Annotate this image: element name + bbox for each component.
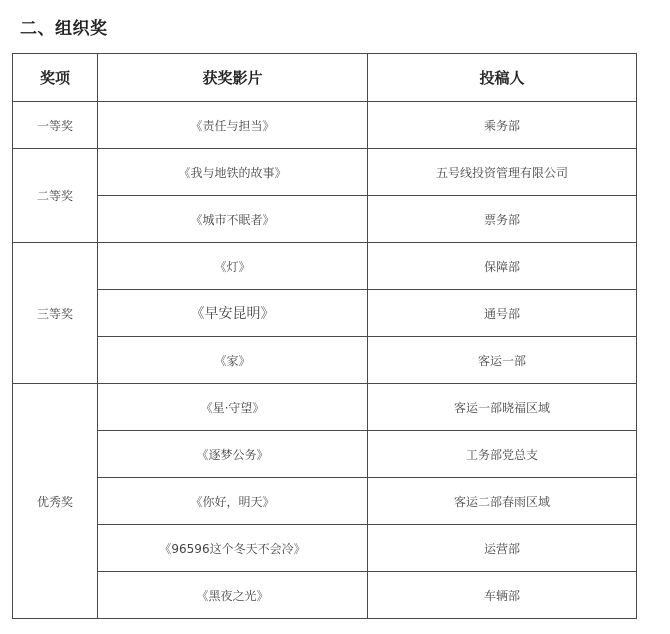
prize-excellence: 优秀奖 — [13, 384, 98, 619]
submitter-cell: 五号线投资管理有限公司 — [368, 149, 637, 196]
table-header-row — [13, 54, 637, 102]
submitter-cell: 运营部 — [368, 525, 637, 572]
table-row — [13, 149, 637, 196]
table-row — [13, 196, 637, 243]
table-row — [13, 337, 637, 384]
film-cell: 《96596这个冬天不会冷》 — [98, 525, 368, 572]
prize-third: 三等奖 — [13, 243, 98, 384]
film-cell: 《灯》 — [98, 243, 368, 290]
table-row — [13, 478, 637, 525]
submitter-cell: 客运一部 — [368, 337, 637, 384]
film-cell: 《家》 — [98, 337, 368, 384]
header-prize: 奖项 — [13, 54, 98, 102]
film-cell: 《责任与担当》 — [98, 102, 368, 149]
awards-table — [12, 53, 637, 619]
table-row — [13, 525, 637, 572]
submitter-cell: 票务部 — [368, 196, 637, 243]
submitter-cell: 乘务部 — [368, 102, 637, 149]
film-cell: 《黑夜之光》 — [98, 572, 368, 619]
header-submitter: 投稿人 — [368, 54, 637, 102]
submitter-cell: 通号部 — [368, 290, 637, 337]
table-row — [13, 431, 637, 478]
submitter-cell: 工务部党总支 — [368, 431, 637, 478]
table-row — [13, 243, 637, 290]
film-cell: 《星·守望》 — [98, 384, 368, 431]
submitter-cell: 保障部 — [368, 243, 637, 290]
table-row — [13, 384, 637, 431]
section-title: 二、组织奖 — [20, 19, 108, 39]
film-cell: 《你好，明天》 — [98, 478, 368, 525]
submitter-cell: 客运一部晓福区域 — [368, 384, 637, 431]
table-row — [13, 572, 637, 619]
submitter-cell: 车辆部 — [368, 572, 637, 619]
prize-second: 二等奖 — [13, 149, 98, 243]
film-cell: 《城市不眠者》 — [98, 196, 368, 243]
table-row — [13, 290, 637, 337]
header-film: 获奖影片 — [98, 54, 368, 102]
submitter-cell: 客运二部春雨区域 — [368, 478, 637, 525]
film-cell: 《早安昆明》 — [98, 290, 368, 337]
table-row — [13, 102, 637, 149]
film-cell: 《我与地铁的故事》 — [98, 149, 368, 196]
prize-first: 一等奖 — [13, 102, 98, 149]
film-cell: 《逐梦公务》 — [98, 431, 368, 478]
